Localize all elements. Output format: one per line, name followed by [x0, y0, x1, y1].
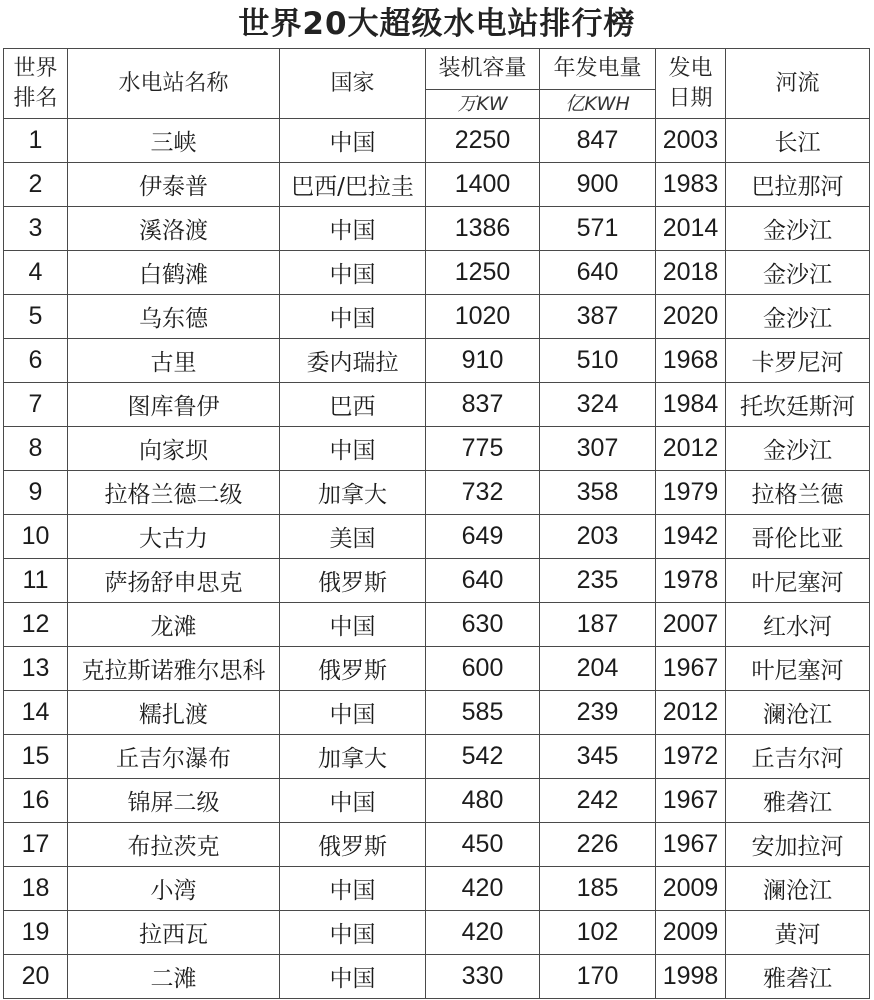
cell-capacity: 585: [426, 691, 540, 735]
table-row: [4, 119, 870, 163]
cell-year: 2012: [656, 691, 726, 735]
header-generation: 年发电量: [540, 49, 656, 90]
cell-generation: 307: [540, 427, 656, 471]
cell-river: 金沙江: [726, 207, 870, 251]
cell-rank: 5: [4, 295, 68, 339]
cell-station-name: 萨扬舒申思克: [68, 559, 280, 603]
cell-station-name: 二滩: [68, 955, 280, 999]
header-capacity-unit: 万KW: [426, 90, 540, 119]
table-row: [4, 515, 870, 559]
cell-capacity: 1250: [426, 251, 540, 295]
cell-generation: 226: [540, 823, 656, 867]
cell-river: 雅砻江: [726, 955, 870, 999]
cell-country: 中国: [280, 867, 426, 911]
cell-country: 中国: [280, 427, 426, 471]
table-row: [4, 383, 870, 427]
cell-capacity: 732: [426, 471, 540, 515]
cell-country: 中国: [280, 691, 426, 735]
cell-capacity: 542: [426, 735, 540, 779]
cell-station-name: 龙滩: [68, 603, 280, 647]
cell-capacity: 1386: [426, 207, 540, 251]
table-row: [4, 339, 870, 383]
cell-country: 中国: [280, 119, 426, 163]
table-row: [4, 823, 870, 867]
cell-year: 2014: [656, 207, 726, 251]
header-generation-unit: 亿KWH: [540, 90, 656, 119]
cell-station-name: 克拉斯诺雅尔思科: [68, 647, 280, 691]
cell-capacity: 330: [426, 955, 540, 999]
header-year: [656, 49, 726, 119]
cell-generation: 102: [540, 911, 656, 955]
cell-rank: 11: [4, 559, 68, 603]
cell-river: 黄河: [726, 911, 870, 955]
cell-rank: 4: [4, 251, 68, 295]
cell-capacity: 640: [426, 559, 540, 603]
cell-river: 红水河: [726, 603, 870, 647]
table-row: [4, 559, 870, 603]
cell-generation: 571: [540, 207, 656, 251]
cell-generation: 187: [540, 603, 656, 647]
cell-capacity: 910: [426, 339, 540, 383]
table-row: [4, 779, 870, 823]
cell-capacity: 1020: [426, 295, 540, 339]
cell-year: 1967: [656, 647, 726, 691]
cell-generation: 387: [540, 295, 656, 339]
cell-generation: 204: [540, 647, 656, 691]
cell-station-name: 白鹤滩: [68, 251, 280, 295]
header-year-line1: 发电: [668, 55, 713, 81]
cell-generation: 358: [540, 471, 656, 515]
table-row: [4, 251, 870, 295]
cell-station-name: 布拉茨克: [68, 823, 280, 867]
cell-rank: 18: [4, 867, 68, 911]
cell-generation: 510: [540, 339, 656, 383]
cell-generation: 235: [540, 559, 656, 603]
cell-station-name: 伊泰普: [68, 163, 280, 207]
cell-year: 1978: [656, 559, 726, 603]
table-row: [4, 735, 870, 779]
cell-station-name: 锦屏二级: [68, 779, 280, 823]
table-row: [4, 207, 870, 251]
cell-rank: 20: [4, 955, 68, 999]
cell-country: 中国: [280, 779, 426, 823]
cell-year: 2020: [656, 295, 726, 339]
cell-generation: 640: [540, 251, 656, 295]
cell-year: 1968: [656, 339, 726, 383]
cell-river: 叶尼塞河: [726, 647, 870, 691]
cell-country: 俄罗斯: [280, 647, 426, 691]
cell-year: 1972: [656, 735, 726, 779]
cell-year: 1979: [656, 471, 726, 515]
cell-generation: 242: [540, 779, 656, 823]
cell-river: 丘吉尔河: [726, 735, 870, 779]
cell-country: 中国: [280, 295, 426, 339]
cell-rank: 14: [4, 691, 68, 735]
cell-year: 1998: [656, 955, 726, 999]
cell-station-name: 乌东德: [68, 295, 280, 339]
cell-capacity: 450: [426, 823, 540, 867]
cell-country: 中国: [280, 207, 426, 251]
cell-river: 金沙江: [726, 427, 870, 471]
table-row: [4, 163, 870, 207]
header-year-line2: 日期: [668, 85, 713, 111]
cell-year: 2009: [656, 867, 726, 911]
cell-year: 2012: [656, 427, 726, 471]
cell-rank: 10: [4, 515, 68, 559]
cell-capacity: 1400: [426, 163, 540, 207]
cell-generation: 170: [540, 955, 656, 999]
cell-country: 巴西/巴拉圭: [280, 163, 426, 207]
header-capacity: 装机容量: [426, 49, 540, 90]
cell-capacity: 480: [426, 779, 540, 823]
cell-river: 安加拉河: [726, 823, 870, 867]
cell-river: 托坎廷斯河: [726, 383, 870, 427]
cell-generation: 185: [540, 867, 656, 911]
cell-country: 中国: [280, 911, 426, 955]
cell-river: 金沙江: [726, 295, 870, 339]
cell-year: 1983: [656, 163, 726, 207]
cell-river: 长江: [726, 119, 870, 163]
cell-station-name: 丘吉尔瀑布: [68, 735, 280, 779]
cell-capacity: 649: [426, 515, 540, 559]
cell-river: 金沙江: [726, 251, 870, 295]
hydropower-ranking-table: [3, 48, 870, 999]
cell-river: 雅砻江: [726, 779, 870, 823]
table-row: [4, 295, 870, 339]
cell-rank: 17: [4, 823, 68, 867]
table-row: [4, 911, 870, 955]
cell-country: 中国: [280, 251, 426, 295]
cell-river: 哥伦比亚: [726, 515, 870, 559]
cell-station-name: 向家坝: [68, 427, 280, 471]
header-rank-line1: 世界: [13, 55, 58, 81]
cell-station-name: 溪洛渡: [68, 207, 280, 251]
cell-river: 巴拉那河: [726, 163, 870, 207]
cell-rank: 2: [4, 163, 68, 207]
header-name: 水电站名称: [68, 49, 280, 119]
cell-rank: 9: [4, 471, 68, 515]
cell-rank: 1: [4, 119, 68, 163]
cell-generation: 324: [540, 383, 656, 427]
cell-station-name: 拉格兰德二级: [68, 471, 280, 515]
cell-capacity: 600: [426, 647, 540, 691]
table-row: [4, 867, 870, 911]
cell-country: 中国: [280, 603, 426, 647]
cell-generation: 847: [540, 119, 656, 163]
table-body: [4, 119, 870, 999]
cell-year: 1967: [656, 779, 726, 823]
cell-rank: 8: [4, 427, 68, 471]
header-river: 河流: [726, 49, 870, 119]
cell-river: 拉格兰德: [726, 471, 870, 515]
cell-year: 1942: [656, 515, 726, 559]
cell-country: 委内瑞拉: [280, 339, 426, 383]
cell-generation: 203: [540, 515, 656, 559]
cell-year: 2003: [656, 119, 726, 163]
cell-station-name: 糯扎渡: [68, 691, 280, 735]
cell-station-name: 大古力: [68, 515, 280, 559]
cell-country: 加拿大: [280, 735, 426, 779]
cell-station-name: 三峡: [68, 119, 280, 163]
cell-river: 澜沧江: [726, 691, 870, 735]
cell-year: 2009: [656, 911, 726, 955]
cell-rank: 7: [4, 383, 68, 427]
cell-generation: 239: [540, 691, 656, 735]
cell-rank: 12: [4, 603, 68, 647]
table-row: [4, 647, 870, 691]
cell-capacity: 837: [426, 383, 540, 427]
cell-generation: 900: [540, 163, 656, 207]
cell-country: 加拿大: [280, 471, 426, 515]
cell-capacity: 420: [426, 911, 540, 955]
table-row: [4, 603, 870, 647]
cell-country: 中国: [280, 955, 426, 999]
cell-rank: 6: [4, 339, 68, 383]
cell-station-name: 小湾: [68, 867, 280, 911]
cell-capacity: 630: [426, 603, 540, 647]
cell-year: 2007: [656, 603, 726, 647]
table-row: [4, 691, 870, 735]
cell-generation: 345: [540, 735, 656, 779]
cell-country: 巴西: [280, 383, 426, 427]
cell-year: 2018: [656, 251, 726, 295]
cell-station-name: 图库鲁伊: [68, 383, 280, 427]
table-row: [4, 471, 870, 515]
cell-river: 澜沧江: [726, 867, 870, 911]
cell-capacity: 420: [426, 867, 540, 911]
cell-rank: 3: [4, 207, 68, 251]
table-header: [4, 49, 870, 119]
cell-rank: 15: [4, 735, 68, 779]
table-row: [4, 427, 870, 471]
table-row: [4, 955, 870, 999]
cell-station-name: 拉西瓦: [68, 911, 280, 955]
header-rank-line2: 排名: [13, 85, 58, 111]
cell-rank: 19: [4, 911, 68, 955]
cell-year: 1984: [656, 383, 726, 427]
header-country: 国家: [280, 49, 426, 119]
cell-year: 1967: [656, 823, 726, 867]
cell-capacity: 2250: [426, 119, 540, 163]
cell-country: 俄罗斯: [280, 559, 426, 603]
page-title: 世界20大超级水电站排行榜: [238, 6, 636, 42]
cell-river: 卡罗尼河: [726, 339, 870, 383]
cell-station-name: 古里: [68, 339, 280, 383]
cell-river: 叶尼塞河: [726, 559, 870, 603]
cell-country: 俄罗斯: [280, 823, 426, 867]
header-rank: [4, 49, 68, 119]
cell-country: 美国: [280, 515, 426, 559]
cell-rank: 13: [4, 647, 68, 691]
cell-capacity: 775: [426, 427, 540, 471]
cell-rank: 16: [4, 779, 68, 823]
